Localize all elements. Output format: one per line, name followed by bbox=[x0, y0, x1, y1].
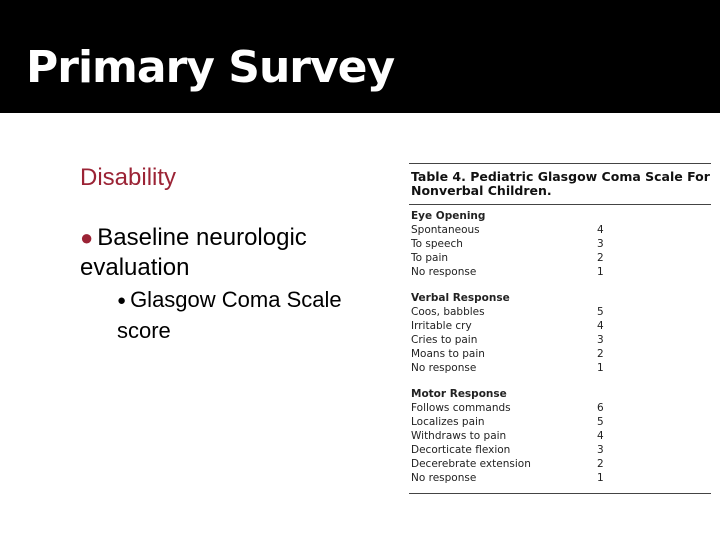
group-heading: Verbal Response bbox=[411, 292, 510, 304]
table-row bbox=[409, 443, 711, 457]
table-number: Table 4. bbox=[411, 169, 466, 184]
row-label: Irritable cry bbox=[411, 320, 472, 332]
row-label: To speech bbox=[411, 238, 463, 250]
row-score: 3 bbox=[597, 334, 604, 346]
bullet-dot-icon: ● bbox=[80, 225, 94, 250]
table-row bbox=[409, 223, 711, 237]
row-label: Localizes pain bbox=[411, 416, 485, 428]
table-row bbox=[409, 305, 711, 319]
group-heading: Motor Response bbox=[411, 388, 507, 400]
group-heading: Eye Opening bbox=[411, 210, 486, 222]
sub-bullet-dot-icon: ● bbox=[117, 292, 127, 309]
bullet-item-1 bbox=[80, 223, 380, 283]
row-score: 6 bbox=[597, 402, 604, 414]
gcs-table bbox=[409, 163, 711, 494]
table-title bbox=[409, 164, 711, 202]
table-row bbox=[409, 333, 711, 347]
row-score: 3 bbox=[597, 444, 604, 456]
table-row bbox=[409, 237, 711, 251]
row-label: No response bbox=[411, 472, 477, 484]
group-spacer bbox=[409, 375, 711, 383]
section-heading: Disability bbox=[80, 164, 177, 191]
row-label: Cries to pain bbox=[411, 334, 478, 346]
bullet-item-2 bbox=[117, 285, 387, 346]
row-label: Spontaneous bbox=[411, 224, 480, 236]
row-label: Moans to pain bbox=[411, 348, 485, 360]
title-bar bbox=[0, 0, 720, 113]
table-row bbox=[409, 361, 711, 375]
bullet-text-2: Glasgow Coma Scale score bbox=[117, 287, 342, 343]
table-title-text: Pediatric Glasgow Coma Scale For Nonverbal Children. bbox=[411, 169, 710, 198]
row-label: Decorticate flexion bbox=[411, 444, 511, 456]
slide-title: Primary Survey bbox=[26, 42, 395, 93]
group-spacer bbox=[409, 279, 711, 287]
table-bottom-rule bbox=[409, 493, 711, 494]
row-score: 4 bbox=[597, 430, 604, 442]
table-row bbox=[409, 415, 711, 429]
row-score: 2 bbox=[597, 348, 604, 360]
row-label: To pain bbox=[411, 252, 449, 264]
table-header-rule bbox=[409, 204, 711, 205]
row-score: 2 bbox=[597, 458, 604, 470]
bullet-text-1: Baseline neurologic evaluation bbox=[80, 224, 307, 281]
row-label: No response bbox=[411, 362, 477, 374]
row-score: 2 bbox=[597, 252, 604, 264]
row-score: 5 bbox=[597, 416, 604, 428]
table-row bbox=[409, 471, 711, 485]
table-row bbox=[409, 429, 711, 443]
row-label: Decerebrate extension bbox=[411, 458, 531, 470]
row-label: Coos, babbles bbox=[411, 306, 485, 318]
table-row bbox=[409, 347, 711, 361]
row-label: No response bbox=[411, 266, 477, 278]
table-row bbox=[409, 265, 711, 279]
row-score: 5 bbox=[597, 306, 604, 318]
table-row bbox=[409, 457, 711, 471]
row-score: 3 bbox=[597, 238, 604, 250]
table-row bbox=[409, 251, 711, 265]
table-row bbox=[409, 319, 711, 333]
row-score: 4 bbox=[597, 224, 604, 236]
table-body bbox=[409, 209, 711, 485]
row-score: 4 bbox=[597, 320, 604, 332]
row-score: 1 bbox=[597, 472, 604, 484]
row-score: 1 bbox=[597, 266, 604, 278]
row-label: Follows commands bbox=[411, 402, 511, 414]
row-label: Withdraws to pain bbox=[411, 430, 507, 442]
row-score: 1 bbox=[597, 362, 604, 374]
table-row bbox=[409, 401, 711, 415]
